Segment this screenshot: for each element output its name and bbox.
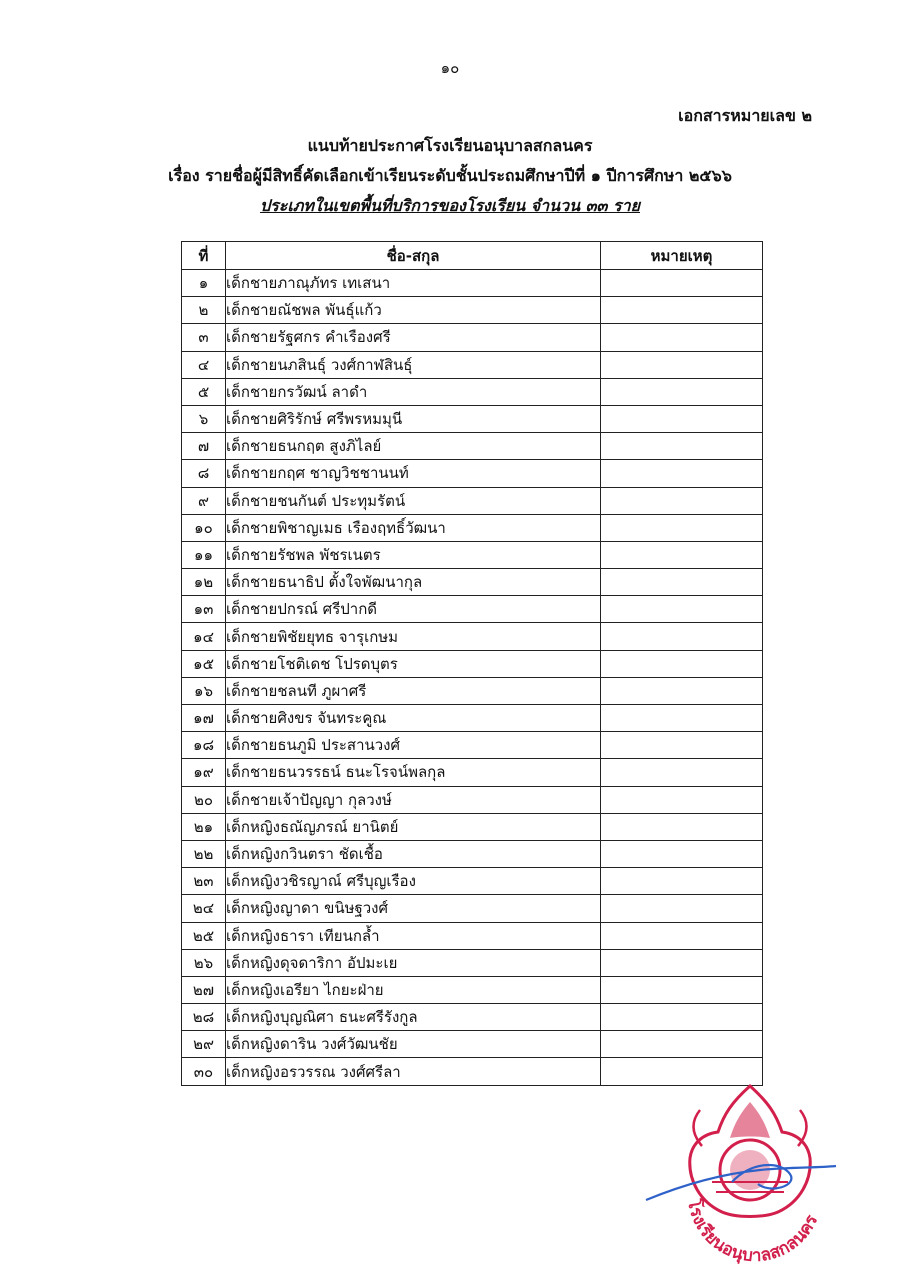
row-remark bbox=[601, 487, 763, 514]
student-roster-table bbox=[181, 241, 763, 1086]
table-row bbox=[182, 351, 763, 378]
student-name: เด็กหญิงเอรียา ไกยะฝ่าย bbox=[226, 976, 601, 1003]
student-name: เด็กหญิงบุญณิศา ธนะศรีรังกูล bbox=[226, 1004, 601, 1031]
row-number: ๒๗ bbox=[182, 976, 226, 1003]
table-row bbox=[182, 1004, 763, 1031]
student-name: เด็กหญิงดุจดาริกา อัปมะเย bbox=[226, 949, 601, 976]
roster-body bbox=[182, 270, 763, 1086]
row-remark bbox=[601, 976, 763, 1003]
row-number: ๗ bbox=[182, 433, 226, 460]
row-number: ๑๔ bbox=[182, 623, 226, 650]
student-name: เด็กชายรัชพล พัชรเนตร bbox=[226, 541, 601, 568]
row-number: ๒๓ bbox=[182, 868, 226, 895]
table-row bbox=[182, 1031, 763, 1058]
seal-text: โรงเรียนอนุบาลสกลนคร bbox=[683, 1197, 823, 1267]
row-number: ๙ bbox=[182, 487, 226, 514]
student-name: เด็กหญิงดาริน วงศ์วัฒนชัย bbox=[226, 1031, 601, 1058]
row-number: ๑๗ bbox=[182, 705, 226, 732]
row-number: ๒๐ bbox=[182, 786, 226, 813]
student-name: เด็กชายธนาธิป ตั้งใจพัฒนากุล bbox=[226, 569, 601, 596]
row-number: ๖ bbox=[182, 405, 226, 432]
row-number: ๒ bbox=[182, 297, 226, 324]
row-number: ๒๒ bbox=[182, 840, 226, 867]
table-row bbox=[182, 650, 763, 677]
row-remark bbox=[601, 1031, 763, 1058]
student-name: เด็กชายปกรณ์ ศรีปากดี bbox=[226, 596, 601, 623]
row-remark bbox=[601, 677, 763, 704]
student-name: เด็กชายชลนที ภูผาศรี bbox=[226, 677, 601, 704]
row-remark bbox=[601, 378, 763, 405]
row-number: ๑๐ bbox=[182, 514, 226, 541]
row-remark bbox=[601, 324, 763, 351]
student-name: เด็กหญิงญาดา ขนิษฐวงศ์ bbox=[226, 895, 601, 922]
table-row bbox=[182, 705, 763, 732]
row-remark bbox=[601, 840, 763, 867]
student-name: เด็กชายชนกันต์ ประทุมรัตน์ bbox=[226, 487, 601, 514]
row-remark bbox=[601, 405, 763, 432]
row-number: ๒๖ bbox=[182, 949, 226, 976]
table-row bbox=[182, 732, 763, 759]
table-row bbox=[182, 623, 763, 650]
student-name: เด็กชายกรวัฒน์ ลาดำ bbox=[226, 378, 601, 405]
page-number: ๑๐ bbox=[440, 59, 460, 77]
student-name: เด็กชายพิชาญเมธ เรืองฤทธิ์วัฒนา bbox=[226, 514, 601, 541]
table-row bbox=[182, 487, 763, 514]
row-number: ๓ bbox=[182, 324, 226, 351]
row-number: ๘ bbox=[182, 460, 226, 487]
row-remark bbox=[601, 732, 763, 759]
table-row bbox=[182, 270, 763, 297]
header-number: ที่ bbox=[182, 242, 226, 270]
row-number: ๔ bbox=[182, 351, 226, 378]
table-row bbox=[182, 840, 763, 867]
student-name: เด็กชายศิงขร จันทระคูณ bbox=[226, 705, 601, 732]
student-name: เด็กชายรัฐศกร คำเรืองศรี bbox=[226, 324, 601, 351]
table-row bbox=[182, 433, 763, 460]
table-row bbox=[182, 868, 763, 895]
row-number: ๑๖ bbox=[182, 677, 226, 704]
student-name: เด็กชายธนวรรธน์ ธนะโรจน์พลกุล bbox=[226, 759, 601, 786]
announcement-title: แนบท้ายประกาศโรงเรียนอนุบาลสกลนคร bbox=[307, 136, 593, 155]
student-name: เด็กหญิงวชิรญาณ์ ศรีบุญเรือง bbox=[226, 868, 601, 895]
row-remark bbox=[601, 813, 763, 840]
row-number: ๑๙ bbox=[182, 759, 226, 786]
row-number: ๒๑ bbox=[182, 813, 226, 840]
row-number: ๑๑ bbox=[182, 541, 226, 568]
row-number: ๑๒ bbox=[182, 569, 226, 596]
row-remark bbox=[601, 297, 763, 324]
row-number: ๒๔ bbox=[182, 895, 226, 922]
table-row bbox=[182, 976, 763, 1003]
student-name: เด็กชายเจ้าปัญญา กุลวงษ์ bbox=[226, 786, 601, 813]
table-row bbox=[182, 786, 763, 813]
row-number: ๒๙ bbox=[182, 1031, 226, 1058]
row-remark bbox=[601, 705, 763, 732]
row-remark bbox=[601, 351, 763, 378]
table-row bbox=[182, 949, 763, 976]
row-remark bbox=[601, 922, 763, 949]
table-row bbox=[182, 514, 763, 541]
student-name: เด็กชายณัชพล พันธุ์แก้ว bbox=[226, 297, 601, 324]
row-remark bbox=[601, 460, 763, 487]
header-remark: หมายเหตุ bbox=[601, 242, 763, 270]
row-number: ๑๓ bbox=[182, 596, 226, 623]
row-remark bbox=[601, 895, 763, 922]
table-row bbox=[182, 541, 763, 568]
row-number: ๕ bbox=[182, 378, 226, 405]
student-name: เด็กหญิงกวินตรา ชัดเชื้อ bbox=[226, 840, 601, 867]
table-row bbox=[182, 569, 763, 596]
table-row bbox=[182, 677, 763, 704]
student-name: เด็กชายโชติเดช โปรดบุตร bbox=[226, 650, 601, 677]
table-row bbox=[182, 759, 763, 786]
table-row bbox=[182, 813, 763, 840]
student-name: เด็กหญิงธารา เทียนกล้ำ bbox=[226, 922, 601, 949]
table-row bbox=[182, 324, 763, 351]
row-remark bbox=[601, 868, 763, 895]
student-name: เด็กหญิงธณัญภรณ์ ยานิตย์ bbox=[226, 813, 601, 840]
table-row bbox=[182, 378, 763, 405]
table-row bbox=[182, 596, 763, 623]
row-number: ๒๕ bbox=[182, 922, 226, 949]
table-header-row bbox=[182, 242, 763, 270]
row-remark bbox=[601, 569, 763, 596]
student-name: เด็กชายพิชัยยุทธ จารุเกษม bbox=[226, 623, 601, 650]
row-remark bbox=[601, 514, 763, 541]
row-remark bbox=[601, 759, 763, 786]
announcement-category: ประเภทในเขตพื้นที่บริการของโรงเรียน จำนวน ๓๓ ราย bbox=[260, 196, 640, 215]
row-number: ๓๐ bbox=[182, 1058, 226, 1085]
row-number: ๑ bbox=[182, 270, 226, 297]
student-name: เด็กหญิงอรวรรณ วงศ์ศรีลา bbox=[226, 1058, 601, 1085]
student-name: เด็กชายนภสินธุ์ วงศ์กาฬสินธุ์ bbox=[226, 351, 601, 378]
school-seal bbox=[640, 1062, 860, 1272]
row-remark bbox=[601, 1004, 763, 1031]
document-reference: เอกสารหมายเลข ๒ bbox=[678, 106, 812, 125]
row-number: ๑๕ bbox=[182, 650, 226, 677]
announcement-subject: เรื่อง รายชื่อผู้มีสิทธิ์คัดเลือกเข้าเรียนระดับชั้นประถมศึกษาปีที่ ๑ ปีการศึกษา ๒๕๖๖ bbox=[168, 166, 732, 185]
row-remark bbox=[601, 270, 763, 297]
table-row bbox=[182, 460, 763, 487]
student-name: เด็กชายศิริรักษ์ ศรีพรหมมุนี bbox=[226, 405, 601, 432]
student-name: เด็กชายธนภูมิ ประสานวงศ์ bbox=[226, 732, 601, 759]
table-row bbox=[182, 297, 763, 324]
student-name: เด็กชายธนกฤต สูงภิไลย์ bbox=[226, 433, 601, 460]
row-remark bbox=[601, 623, 763, 650]
table-row bbox=[182, 922, 763, 949]
header-name: ชื่อ-สกุล bbox=[226, 242, 601, 270]
row-number: ๒๘ bbox=[182, 1004, 226, 1031]
row-remark bbox=[601, 596, 763, 623]
row-remark bbox=[601, 433, 763, 460]
row-remark bbox=[601, 949, 763, 976]
row-remark bbox=[601, 650, 763, 677]
row-number: ๑๘ bbox=[182, 732, 226, 759]
student-name: เด็กชายกฤศ ชาญวิชชานนท์ bbox=[226, 460, 601, 487]
table-row bbox=[182, 405, 763, 432]
row-remark bbox=[601, 541, 763, 568]
student-name: เด็กชายภาณุภัทร เทเสนา bbox=[226, 270, 601, 297]
row-remark bbox=[601, 786, 763, 813]
seal-emblem bbox=[690, 1086, 810, 1217]
table-row bbox=[182, 895, 763, 922]
